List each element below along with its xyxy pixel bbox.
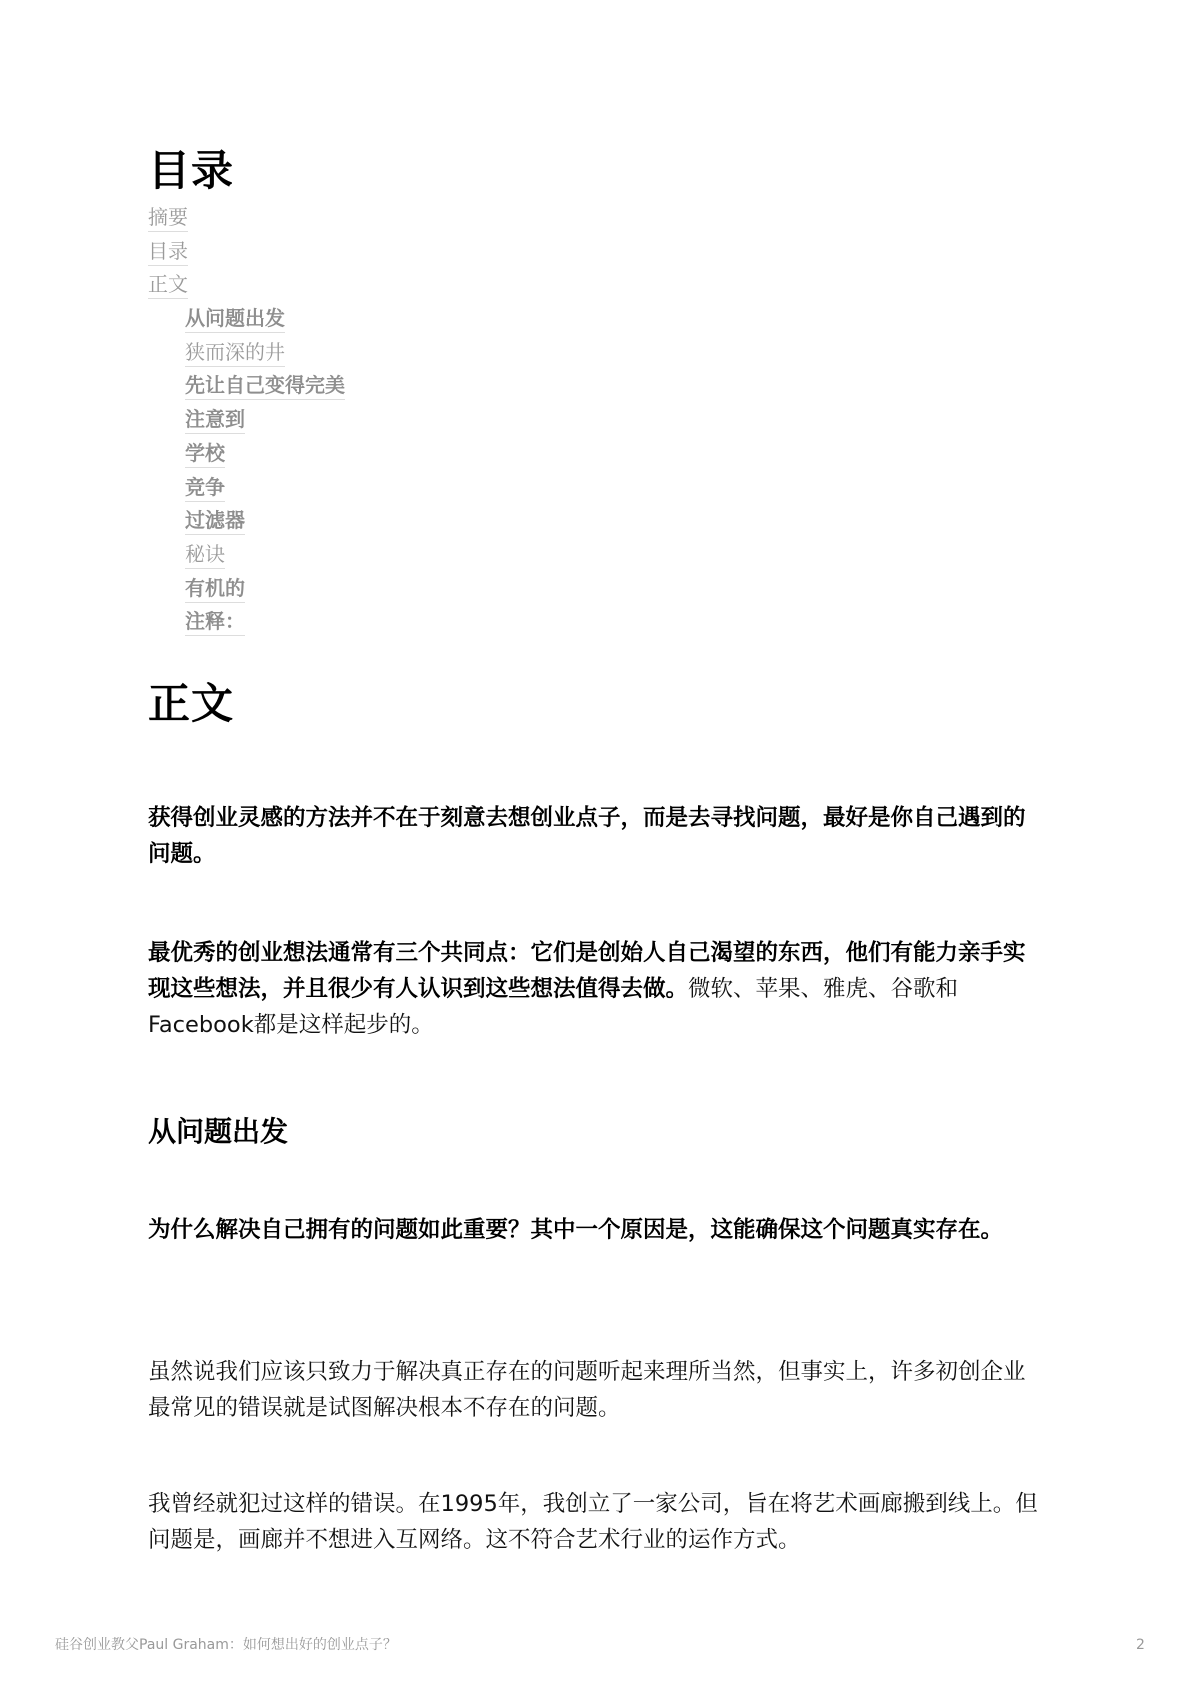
key-points-paragraph	[148, 935, 1043, 1043]
toc-item-notes[interactable]	[148, 606, 345, 640]
toc-title: 目录	[148, 146, 235, 195]
body-title: 正文	[148, 679, 235, 728]
section-paragraph-1	[148, 1212, 1043, 1248]
table-of-contents	[148, 202, 345, 640]
section-heading: 从问题出发	[148, 1115, 289, 1148]
toc-item-narrow-deep-well[interactable]	[148, 337, 345, 371]
toc-link[interactable]: 目录	[148, 238, 188, 266]
toc-link[interactable]: 秘诀	[185, 541, 225, 569]
toc-item-filters[interactable]	[148, 505, 345, 539]
section-paragraph-2: 虽然说我们应该只致力于解决真正存在的问题听起来理所当然，但事实上，许多初创企业最常见的错误就是试图解决根本不存在的问题。	[148, 1359, 1026, 1421]
toc-link[interactable]: 有机的	[185, 575, 245, 603]
toc-link[interactable]: 狭而深的井	[185, 339, 285, 367]
toc-link[interactable]: 过滤器	[185, 507, 245, 535]
toc-link[interactable]: 先让自己变得完美	[185, 372, 345, 400]
key-points-regular-text: 微软、苹果、雅虎、谷歌和Facebook都是这样起步的。	[148, 976, 959, 1038]
toc-item-school[interactable]	[148, 438, 345, 472]
toc-link[interactable]: 摘要	[148, 204, 188, 232]
key-points-bold-text: 最优秀的创业想法通常有三个共同点：它们是创始人自己渴望的东西，他们有能力亲手实现这些想法，并且很少有人认识到这些想法值得去做。	[148, 940, 1026, 1002]
toc-item-competition[interactable]	[148, 472, 345, 506]
section-paragraph-3: 我曾经就犯过这样的错误。在1995年，我创立了一家公司，旨在将艺术画廊搬到线上。但问题是，画廊并不想进入互网络。这不符合艺术行业的运作方式。	[148, 1491, 1038, 1553]
toc-link[interactable]: 学校	[185, 440, 225, 468]
toc-item-noticing[interactable]	[148, 404, 345, 438]
toc-link[interactable]: 正文	[148, 271, 188, 299]
footer-page-number: 2	[1136, 1637, 1145, 1653]
toc-item-contents[interactable]	[148, 236, 345, 270]
toc-link[interactable]: 注释：	[185, 608, 245, 636]
toc-item-body[interactable]	[148, 269, 345, 303]
toc-item-start-from-problems[interactable]	[148, 303, 345, 337]
toc-item-live-in-the-future[interactable]	[148, 370, 345, 404]
toc-item-organic[interactable]	[148, 573, 345, 607]
footer-document-title: 硅谷创业教父Paul Graham：如何想出好的创业点子？	[55, 1637, 397, 1653]
toc-link[interactable]: 注意到	[185, 406, 245, 434]
toc-item-recipes[interactable]	[148, 539, 345, 573]
toc-link[interactable]: 从问题出发	[185, 305, 285, 333]
toc-item-abstract[interactable]	[148, 202, 345, 236]
section-paragraph-1-text: 为什么解决自己拥有的问题如此重要？其中一个原因是，这能确保这个问题真实存在。	[148, 1217, 1004, 1243]
intro-paragraph	[148, 800, 1043, 872]
intro-paragraph-text: 获得创业灵感的方法并不在于刻意去想创业点子，而是去寻找问题，最好是你自己遇到的问题。	[148, 805, 1026, 867]
toc-link[interactable]: 竞争	[185, 474, 225, 502]
